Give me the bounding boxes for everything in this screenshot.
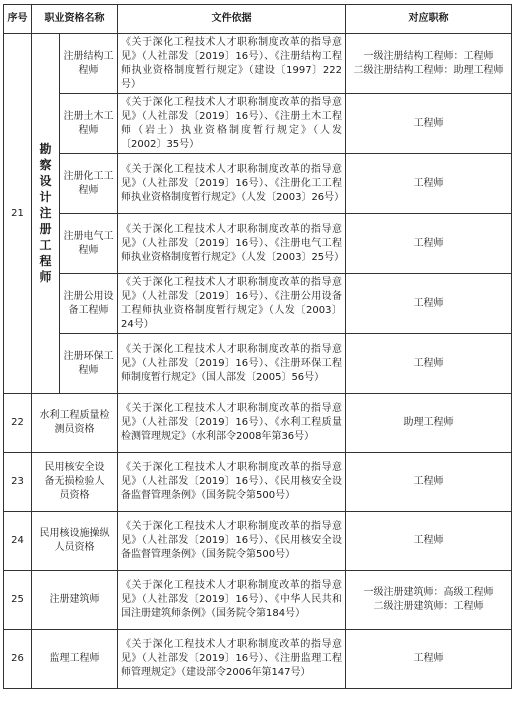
seq-cell: 22 [4,394,32,453]
table-row [4,394,512,453]
basis-cell: 《关于深化工程技术人才职称制度改革的指导意见》（人社部发〔2019〕16号）、《注册环保工程师制度暂行规定》（国人部发〔2005〕56号） [118,334,346,394]
header-basis: 文件依据 [118,5,346,34]
seq-cell: 21 [4,34,32,394]
category-label: 勘察设计注册工程师 [39,142,52,284]
basis-cell: 《关于深化工程技术人才职称制度改革的指导意见》（人社部发〔2019〕16号）、《民用核安全设备监督管理条例》（国务院令第500号） [118,512,346,571]
header-seq: 序号 [4,5,32,34]
title-cell: 工程师 [346,512,512,571]
seq-cell: 24 [4,512,32,571]
qualification-name: 民用核安全设备无损检验人员资格 [44,462,105,501]
basis-cell: 《关于深化工程技术人才职称制度改革的指导意见》（人社部发〔2019〕16号）、《注册结构工程师执业资格制度暂行规定》（建设〔1997〕222号） [118,34,346,94]
table-header-row [4,5,512,34]
table-row [4,34,512,94]
seq-cell: 23 [4,453,32,512]
qualification-name: 水利工程质量检测员资格 [39,410,110,435]
table-row [4,94,512,154]
qualification-name-cell [32,512,118,571]
document-page [3,4,511,707]
qualification-name: 注册建筑师 [32,571,118,630]
table-row [4,453,512,512]
qualification-table [3,4,512,689]
qualification-name: 注册电气工程师 [60,214,118,274]
title-cell: 工程师 [346,154,512,214]
qualification-name: 注册结构工程师 [60,34,118,94]
basis-cell: 《关于深化工程技术人才职称制度改革的指导意见》（人社部发〔2019〕16号）、《水利工程质量检测管理规定》（水利部令2008年第36号） [118,394,346,453]
header-qualification: 职业资格名称 [32,5,118,34]
header-title: 对应职称 [346,5,512,34]
title-cell: 工程师 [346,274,512,334]
qualification-name-cell [32,394,118,453]
basis-cell: 《关于深化工程技术人才职称制度改革的指导意见》（人社部发〔2019〕16号）、《注册监理工程师管理规定》（建设部令2006年第147号） [118,630,346,689]
title-cell: 工程师 [346,630,512,689]
table-row [4,512,512,571]
qualification-name: 注册公用设备工程师 [60,274,118,334]
qualification-name: 注册土木工程师 [60,94,118,154]
title-cell: 工程师 [346,334,512,394]
qualification-name: 监理工程师 [32,630,118,689]
basis-cell: 《关于深化工程技术人才职称制度改革的指导意见》（人社部发〔2019〕16号）、《注册电气工程师执业资格制度暂行规定》（人发〔2003〕25号） [118,214,346,274]
category-cell [32,34,60,394]
table-row [4,630,512,689]
table-row [4,334,512,394]
seq-cell: 25 [4,571,32,630]
seq-cell: 26 [4,630,32,689]
title-cell: 助理工程师 [346,394,512,453]
qualification-name: 注册化工工程师 [60,154,118,214]
table-row [4,154,512,214]
title-cell: 一级注册结构工程师：工程师 二级注册结构工程师：助理工程师 [346,34,512,94]
qualification-name-cell [32,453,118,512]
basis-cell: 《关于深化工程技术人才职称制度改革的指导意见》（人社部发〔2019〕16号）、《民用核安全设备监督管理条例》（国务院令第500号） [118,453,346,512]
basis-cell: 《关于深化工程技术人才职称制度改革的指导意见》（人社部发〔2019〕16号）、《注册土木工程师（岩土）执业资格制度暂行规定》（人发〔2002〕35号） [118,94,346,154]
table-row [4,214,512,274]
title-cell: 工程师 [346,453,512,512]
basis-cell: 《关于深化工程技术人才职称制度改革的指导意见》（人社部发〔2019〕16号）、《中华人民共和国注册建筑师条例》（国务院令第184号） [118,571,346,630]
title-cell: 工程师 [346,214,512,274]
qualification-name: 注册环保工程师 [60,334,118,394]
basis-cell: 《关于深化工程技术人才职称制度改革的指导意见》（人社部发〔2019〕16号）、《注册化工工程师执业资格制度暂行规定》（人发〔2003〕26号） [118,154,346,214]
basis-cell: 《关于深化工程技术人才职称制度改革的指导意见》（人社部发〔2019〕16号）、《注册公用设备工程师执业资格制度暂行规定》（人发〔2003〕24号） [118,274,346,334]
title-cell: 工程师 [346,94,512,154]
qualification-name: 民用核设施操纵人员资格 [39,528,110,553]
table-row [4,571,512,630]
table-row [4,274,512,334]
title-cell: 一级注册建筑师：高级工程师 二级注册建筑师：工程师 [346,571,512,630]
